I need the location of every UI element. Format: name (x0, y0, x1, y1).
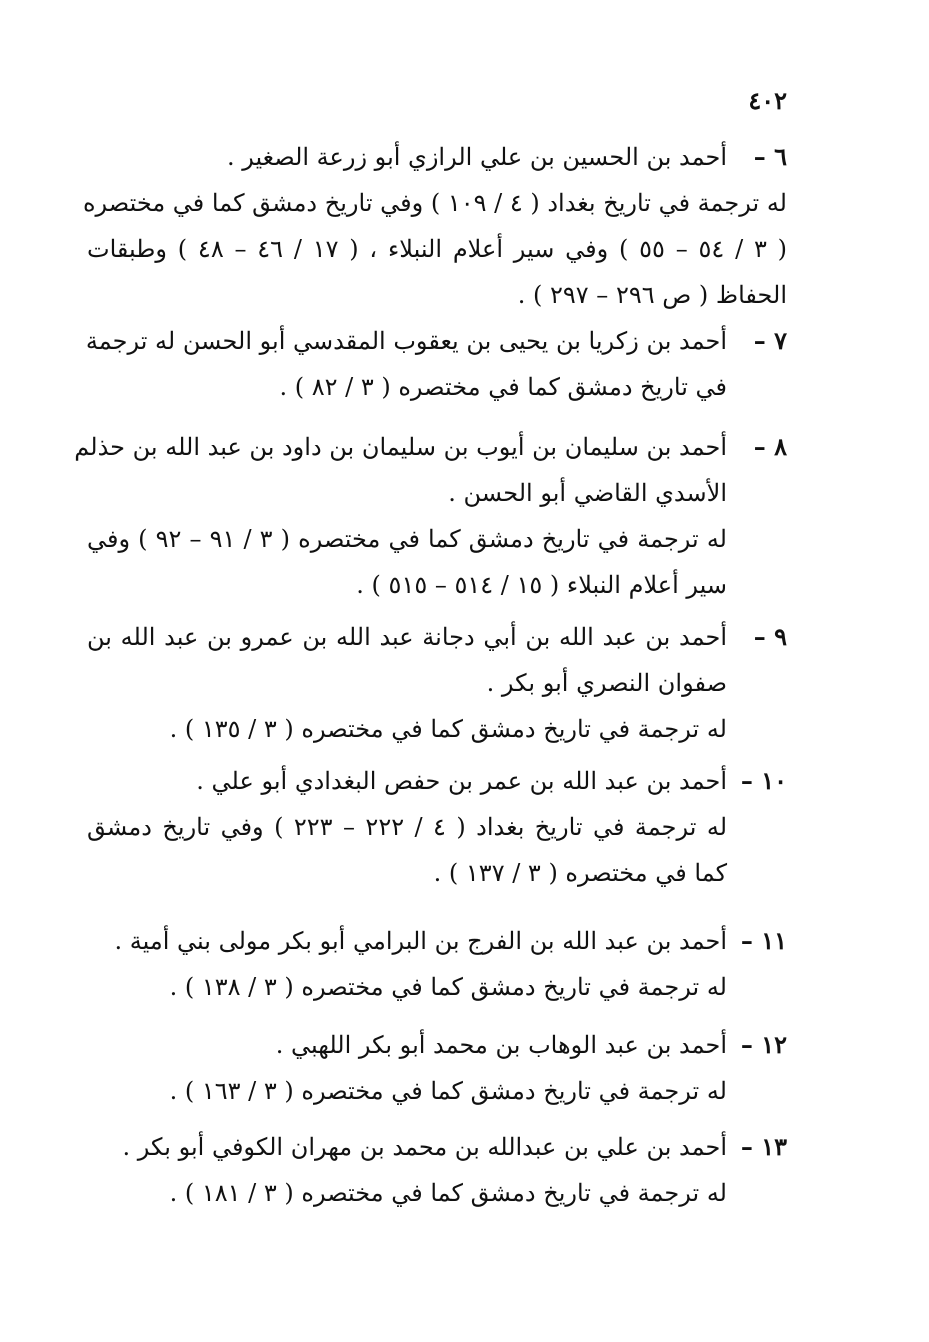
page-number: ٤٠٢ (748, 86, 787, 115)
entry-name: أحمد بن سليمان بن أيوب بن سليمان بن داود بن عبد الله بن حذلم (74, 433, 727, 461)
biography-entry-13 (87, 1124, 787, 1216)
entry-note-line: له ترجمة في تاريخ بغداد ( ٤ / ١٠٩ ) وفي تاريخ دمشق كما في مختصره (82, 189, 787, 217)
entry-name: أحمد بن علي بن عبدالله بن محمد بن مهران الكوفي أبو بكر . (122, 1133, 727, 1161)
entry-name: أحمد بن الحسين بن علي الرازي أبو زرعة الصغير . (226, 143, 727, 171)
entry-number: ١١ – (740, 926, 787, 955)
entry-heading-line (87, 1124, 787, 1170)
biography-entry-7 (87, 318, 787, 410)
entry-heading-line (87, 758, 787, 804)
biography-entry-10 (87, 758, 787, 896)
entry-number: ١٢ – (740, 1030, 787, 1059)
biography-entry-9 (87, 614, 787, 752)
entry-note-line: له ترجمة في تاريخ دمشق كما في مختصره ( ٣ / ١٣٥ ) . (169, 715, 727, 743)
entry-number: ٧ – (753, 326, 787, 355)
entry-number: ١٣ – (740, 1132, 787, 1161)
entry-number: ٦ – (753, 142, 787, 171)
entry-number: ٩ – (753, 622, 787, 651)
entry-name: أحمد بن عبد الله بن أبي دجانة عبد الله بن عمرو بن عبد الله بن (87, 623, 727, 651)
entry-note-line: له ترجمة في تاريخ دمشق كما في مختصره ( ٣ / ١٦٣ ) . (169, 1077, 727, 1105)
entry-number: ٨ – (753, 432, 787, 461)
biography-entry-6 (82, 134, 787, 318)
entry-note-line: له ترجمة في تاريخ دمشق كما في مختصره ( ٣ / ٩١ – ٩٢ ) وفي (87, 525, 727, 553)
entry-name: أحمد بن عبد الوهاب بن محمد أبو بكر اللهبي . (275, 1031, 727, 1059)
entry-heading-line (87, 1022, 787, 1068)
entry-heading-line (87, 614, 787, 660)
entry-number: ١٠ – (740, 766, 787, 795)
biography-entry-12 (87, 1022, 787, 1114)
entry-name: أحمد بن عبد الله بن عمر بن حفص البغدادي أبو علي . (196, 767, 727, 795)
entry-note-line: له ترجمة في تاريخ بغداد ( ٤ / ٢٢٢ – ٢٢٣ ) وفي تاريخ دمشق (87, 813, 728, 841)
entry-note-line: الحفاظ ( ص ٢٩٦ – ٢٩٧ ) . (517, 281, 787, 309)
entry-note-line: له ترجمة في تاريخ دمشق كما في مختصره ( ٣ / ١٨١ ) . (169, 1179, 727, 1207)
entry-name-continuation: الأسدي القاضي أبو الحسن . (448, 479, 727, 507)
entry-name: أحمد بن عبد الله بن الفرج بن البرامي أبو بكر مولى بني أمية . (114, 927, 727, 955)
entry-note-line: ( ٣ / ٥٤ – ٥٥ ) وفي سير أعلام النبلاء ، ( ١٧ / ٤٦ – ٤٨ ) وطبقات (87, 235, 787, 263)
entry-heading-line (87, 318, 787, 364)
entry-heading-line (87, 918, 787, 964)
entry-note-line: كما في مختصره ( ٣ / ١٣٧ ) . (433, 859, 727, 887)
entry-heading-line (87, 134, 787, 180)
entry-name-continuation: صفوان النصري أبو بكر . (486, 669, 727, 697)
biography-entry-11 (87, 918, 787, 1010)
entry-name-continuation: في تاريخ دمشق كما في مختصره ( ٣ / ٨٢ ) . (279, 373, 727, 401)
biography-entry-8 (74, 424, 787, 608)
entry-heading-line (74, 424, 787, 470)
entry-name: أحمد بن زكريا بن يحيى بن يعقوب المقدسي أبو الحسن له ترجمة (85, 327, 727, 355)
entry-note-line: له ترجمة في تاريخ دمشق كما في مختصره ( ٣ / ١٣٨ ) . (169, 973, 727, 1001)
entry-note-line: سير أعلام النبلاء ( ١٥ / ٥١٤ – ٥١٥ ) . (356, 571, 727, 599)
